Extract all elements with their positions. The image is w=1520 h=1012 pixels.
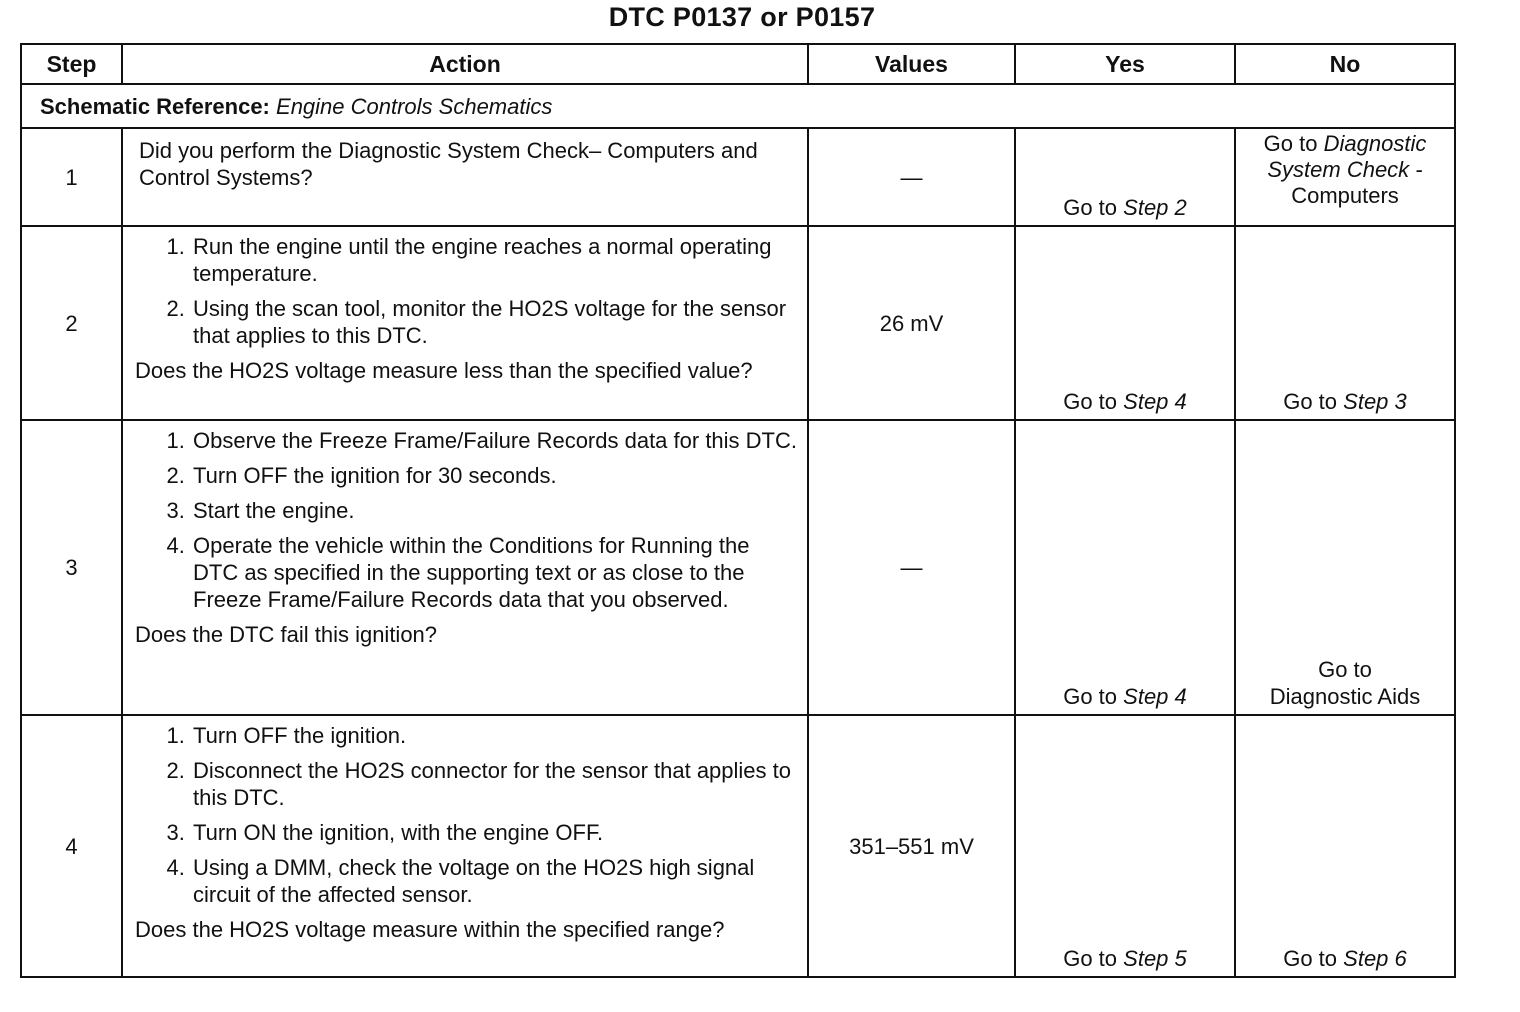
- list-item: 1. Run the engine until the engine reaches a normal operating temperature.: [191, 233, 797, 287]
- header-action: Action: [122, 44, 808, 84]
- action-question: Does the DTC fail this ignition?: [135, 622, 438, 647]
- value-cell: —: [808, 420, 1015, 715]
- list-item: 4. Operate the vehicle within the Conditions for Running the DTC as specified in the supporting text or as close to the Freeze Frame/Failure Records data that you observed.: [191, 532, 797, 613]
- no-cell: Go to Diagnostic Aids: [1235, 420, 1455, 715]
- list-item: 1. Turn OFF the ignition.: [191, 722, 797, 749]
- yes-link[interactable]: Step 4: [1123, 684, 1187, 709]
- diagnostic-table: [20, 43, 1456, 978]
- action-text: Did you perform the Diagnostic System Check– Computers and Control Systems?: [139, 138, 758, 190]
- table-row: [21, 128, 1455, 226]
- action-question: Does the HO2S voltage measure within the specified range?: [135, 917, 725, 942]
- table-row: [21, 226, 1455, 420]
- no-link[interactable]: Diagnostic System Check -: [1267, 131, 1427, 182]
- step-number: 3: [21, 420, 122, 715]
- action-steps: [135, 233, 797, 349]
- no-cell: Go to Step 6: [1235, 715, 1455, 977]
- no-link[interactable]: Step 6: [1343, 946, 1407, 971]
- yes-link[interactable]: Step 5: [1123, 946, 1187, 971]
- action-steps: [135, 427, 797, 613]
- yes-cell: Go to Step 2: [1015, 128, 1235, 226]
- schematic-reference-row: [21, 84, 1455, 128]
- schematic-reference-label: Schematic Reference:: [40, 93, 270, 119]
- schematic-reference: [21, 84, 1455, 128]
- page-title: DTC P0137 or P0157: [608, 2, 876, 32]
- no-cell: Go to Diagnostic System Check - Computers: [1235, 128, 1455, 226]
- action-cell: [122, 420, 808, 715]
- list-item: 3. Turn ON the ignition, with the engine OFF.: [191, 819, 797, 846]
- no-link[interactable]: Step 3: [1343, 389, 1407, 414]
- table-row: [21, 715, 1455, 977]
- header-step: Step: [21, 44, 122, 84]
- value-cell: —: [808, 128, 1015, 226]
- header-values: Values: [808, 44, 1015, 84]
- table-row: [21, 420, 1455, 715]
- action-question: Does the HO2S voltage measure less than the specified value?: [135, 358, 753, 383]
- list-item: 2. Using the scan tool, monitor the HO2S voltage for the sensor that applies to this DTC.: [191, 295, 797, 349]
- list-item: 2. Turn OFF the ignition for 30 seconds.: [191, 462, 797, 489]
- list-item: 2. Disconnect the HO2S connector for the sensor that applies to this DTC.: [191, 757, 797, 811]
- no-link[interactable]: Diagnostic Aids: [1269, 684, 1421, 709]
- action-steps: [135, 722, 797, 908]
- yes-cell: Go to Step 5: [1015, 715, 1235, 977]
- header-yes: Yes: [1015, 44, 1235, 84]
- value-cell: 26 mV: [808, 226, 1015, 420]
- step-number: 2: [21, 226, 122, 420]
- list-item: 3. Start the engine.: [191, 497, 797, 524]
- step-number: 1: [21, 128, 122, 226]
- header-row: [21, 44, 1455, 84]
- yes-link[interactable]: Step 2: [1123, 195, 1187, 220]
- header-no: No: [1235, 44, 1455, 84]
- no-cell: Go to Step 3: [1235, 226, 1455, 420]
- yes-cell: Go to Step 4: [1015, 226, 1235, 420]
- list-item: 1. Observe the Freeze Frame/Failure Records data for this DTC.: [191, 427, 797, 454]
- action-cell: [122, 128, 808, 226]
- schematic-reference-link[interactable]: Engine Controls Schematics: [276, 93, 553, 119]
- list-item: 4. Using a DMM, check the voltage on the HO2S high signal circuit of the affected sensor.: [191, 854, 797, 908]
- step-number: 4: [21, 715, 122, 977]
- action-cell: [122, 226, 808, 420]
- yes-link[interactable]: Step 4: [1123, 389, 1187, 414]
- yes-cell: Go to Step 4: [1015, 420, 1235, 715]
- value-cell: 351–551 mV: [808, 715, 1015, 977]
- action-cell: [122, 715, 808, 977]
